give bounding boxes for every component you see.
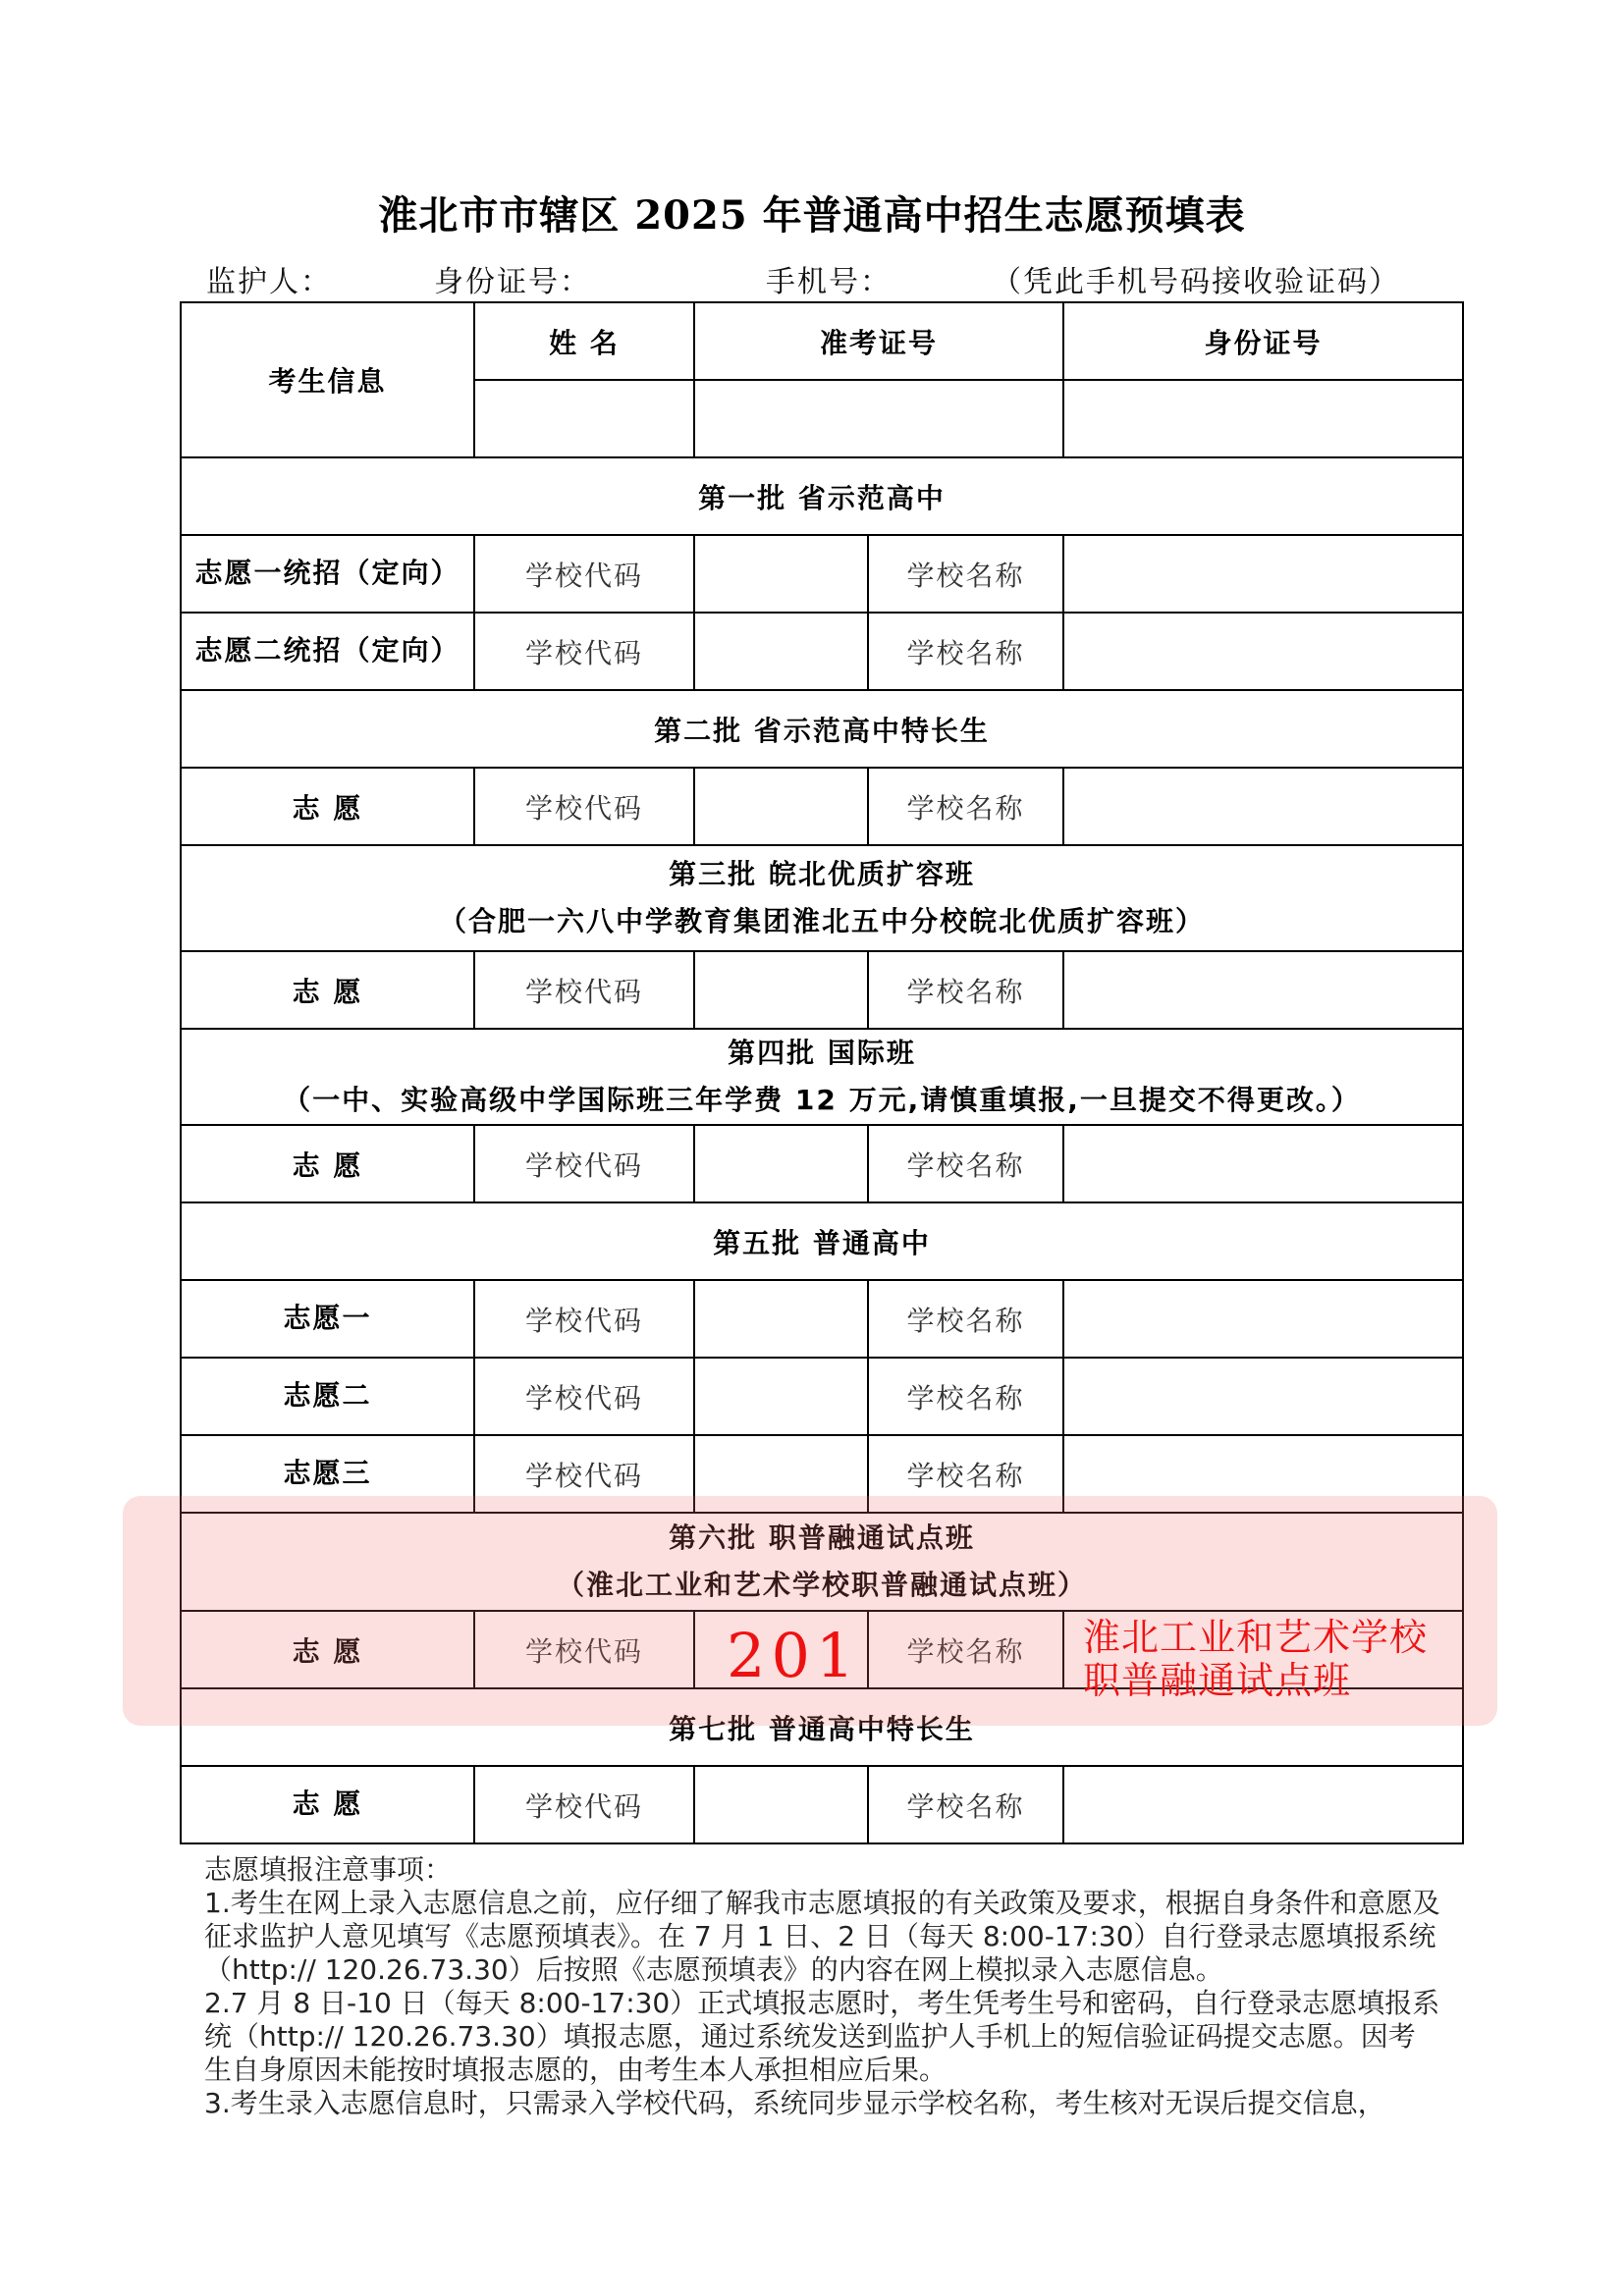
school-name-field[interactable] <box>1063 1358 1463 1435</box>
batch3-title: 第三批 皖北优质扩容班 <box>669 858 975 890</box>
school-code-label: 学校代码 <box>474 768 694 845</box>
school-code-label: 学校代码 <box>474 1766 694 1843</box>
batch7-header: 第七批 普通高中特长生 <box>181 1688 1463 1766</box>
school-code-field[interactable] <box>694 951 868 1029</box>
handwritten-school-name <box>1083 1616 1428 1702</box>
school-code-field[interactable] <box>694 768 868 845</box>
guardian-label: 监护人： <box>206 265 332 299</box>
preference-row <box>181 1280 1463 1358</box>
school-code-label: 学校代码 <box>474 535 694 613</box>
batch5-header: 第五批 普通高中 <box>181 1202 1463 1280</box>
student-info-label: 考生信息 <box>181 302 474 457</box>
batch6-title: 第六批 职普融通试点班 <box>669 1522 975 1554</box>
batch6-header <box>181 1513 1463 1611</box>
batch6-subtitle: （淮北工业和艺术学校职普融通试点班） <box>557 1569 1088 1601</box>
school-name-field[interactable] <box>1063 1280 1463 1358</box>
preference-label: 志 愿 <box>181 1125 474 1202</box>
school-code-label: 学校代码 <box>474 1125 694 1202</box>
school-name-field[interactable] <box>1063 1766 1463 1843</box>
phone-note: （凭此手机号码接收验证码） <box>992 265 1400 299</box>
preference-label: 志 愿 <box>181 1611 474 1688</box>
notes-section <box>204 1853 1441 2120</box>
preference-row <box>181 1125 1463 1202</box>
notes-item: 3.考生录入志愿信息时，只需录入学校代码，系统同步显示学校名称，考生核对无误后提交信息， <box>204 2087 1385 2119</box>
school-code-field[interactable] <box>694 1125 868 1202</box>
batch4-title: 第四批 国际班 <box>728 1037 916 1069</box>
student-exam-id-field[interactable] <box>694 380 1063 457</box>
preference-row <box>181 613 1463 690</box>
school-code-label: 学校代码 <box>474 1611 694 1688</box>
school-name-field[interactable] <box>1063 535 1463 613</box>
notes-item: 1.考生在网上录入志愿信息之前，应仔细了解我市志愿填报的有关政策及要求，根据自身条件和意愿及征求监护人意见填写《志愿预填表》。在 7 月 1 日、2 日（每天 8:00-17:30）自行登录志愿填报系统（http:// 120.26.73.30）后按照《志愿预填表》的内容在网上模拟录入志愿信息。 <box>204 1887 1440 1986</box>
school-code-field[interactable] <box>694 1435 868 1513</box>
school-name-label: 学校名称 <box>868 535 1063 613</box>
handwritten-school-name-line2: 职普融通试点班 <box>1083 1659 1352 1702</box>
school-name-label: 学校名称 <box>868 613 1063 690</box>
school-name-label: 学校名称 <box>868 951 1063 1029</box>
school-name-label: 学校名称 <box>868 1611 1063 1688</box>
preference-row <box>181 768 1463 845</box>
guardian-phone-label: 手机号： <box>766 265 892 299</box>
school-name-label: 学校名称 <box>868 768 1063 845</box>
preference-label: 志 愿 <box>181 951 474 1029</box>
preference-label: 志愿二统招（定向） <box>181 613 474 690</box>
preference-label: 志 愿 <box>181 768 474 845</box>
school-code-field[interactable] <box>694 1766 868 1843</box>
notes-item: 2.7 月 8 日-10 日（每天 8:00-17:30）正式填报志愿时，考生凭考生号和密码，自行登录志愿填报系统（http:// 120.26.73.30）填报志愿，通过系统发送到监护人手机上的短信验证码提交志愿。因考生自身原因未能按时填报志愿的，由考生本人承担相应后果。 <box>204 1987 1440 2086</box>
school-name-label: 学校名称 <box>868 1125 1063 1202</box>
batch2-header: 第二批 省示范高中特长生 <box>181 690 1463 768</box>
preference-label: 志愿一 <box>181 1280 474 1358</box>
batch3-subtitle: （合肥一六八中学教育集团淮北五中分校皖北优质扩容班） <box>439 905 1206 937</box>
handwritten-school-code: 201 <box>727 1620 861 1691</box>
preference-form-table <box>180 301 1464 1844</box>
school-name-field[interactable] <box>1063 1125 1463 1202</box>
school-name-label: 学校名称 <box>868 1766 1063 1843</box>
col-header-name: 姓 名 <box>474 302 694 380</box>
school-code-field[interactable] <box>694 1280 868 1358</box>
school-code-field[interactable] <box>694 1358 868 1435</box>
preference-label: 志愿二 <box>181 1358 474 1435</box>
col-header-id-number: 身份证号 <box>1063 302 1463 380</box>
batch3-header <box>181 845 1463 951</box>
page-title: 淮北市市辖区 2025 年普通高中招生志愿预填表 <box>378 192 1246 239</box>
student-id-field[interactable] <box>1063 380 1463 457</box>
school-name-field[interactable] <box>1063 613 1463 690</box>
school-name-label: 学校名称 <box>868 1435 1063 1513</box>
school-name-label: 学校名称 <box>868 1358 1063 1435</box>
preference-row <box>181 951 1463 1029</box>
handwritten-school-name-line1: 淮北工业和艺术学校 <box>1083 1616 1429 1659</box>
school-name-label: 学校名称 <box>868 1280 1063 1358</box>
school-code-label: 学校代码 <box>474 1280 694 1358</box>
school-name-field[interactable] <box>1063 768 1463 845</box>
batch1-header: 第一批 省示范高中 <box>181 457 1463 535</box>
preference-row <box>181 1435 1463 1513</box>
preference-label: 志愿一统招（定向） <box>181 535 474 613</box>
school-code-field[interactable] <box>694 535 868 613</box>
notes-heading: 志愿填报注意事项： <box>204 1853 453 1886</box>
school-name-field[interactable] <box>1063 1435 1463 1513</box>
guardian-id-label: 身份证号： <box>434 265 591 299</box>
school-code-label: 学校代码 <box>474 613 694 690</box>
school-code-label: 学校代码 <box>474 1358 694 1435</box>
batch4-subtitle: （一中、实验高级中学国际班三年学费 12 万元,请慎重填报,一旦提交不得更改。） <box>283 1084 1361 1116</box>
batch4-header <box>181 1029 1463 1125</box>
school-code-field[interactable] <box>694 613 868 690</box>
school-code-label: 学校代码 <box>474 951 694 1029</box>
school-code-label: 学校代码 <box>474 1435 694 1513</box>
preference-row <box>181 1358 1463 1435</box>
preference-row <box>181 1766 1463 1843</box>
student-name-field[interactable] <box>474 380 694 457</box>
col-header-exam-id: 准考证号 <box>694 302 1063 380</box>
preference-row <box>181 535 1463 613</box>
preference-label: 志愿三 <box>181 1435 474 1513</box>
preference-label: 志 愿 <box>181 1766 474 1843</box>
school-name-field[interactable] <box>1063 951 1463 1029</box>
